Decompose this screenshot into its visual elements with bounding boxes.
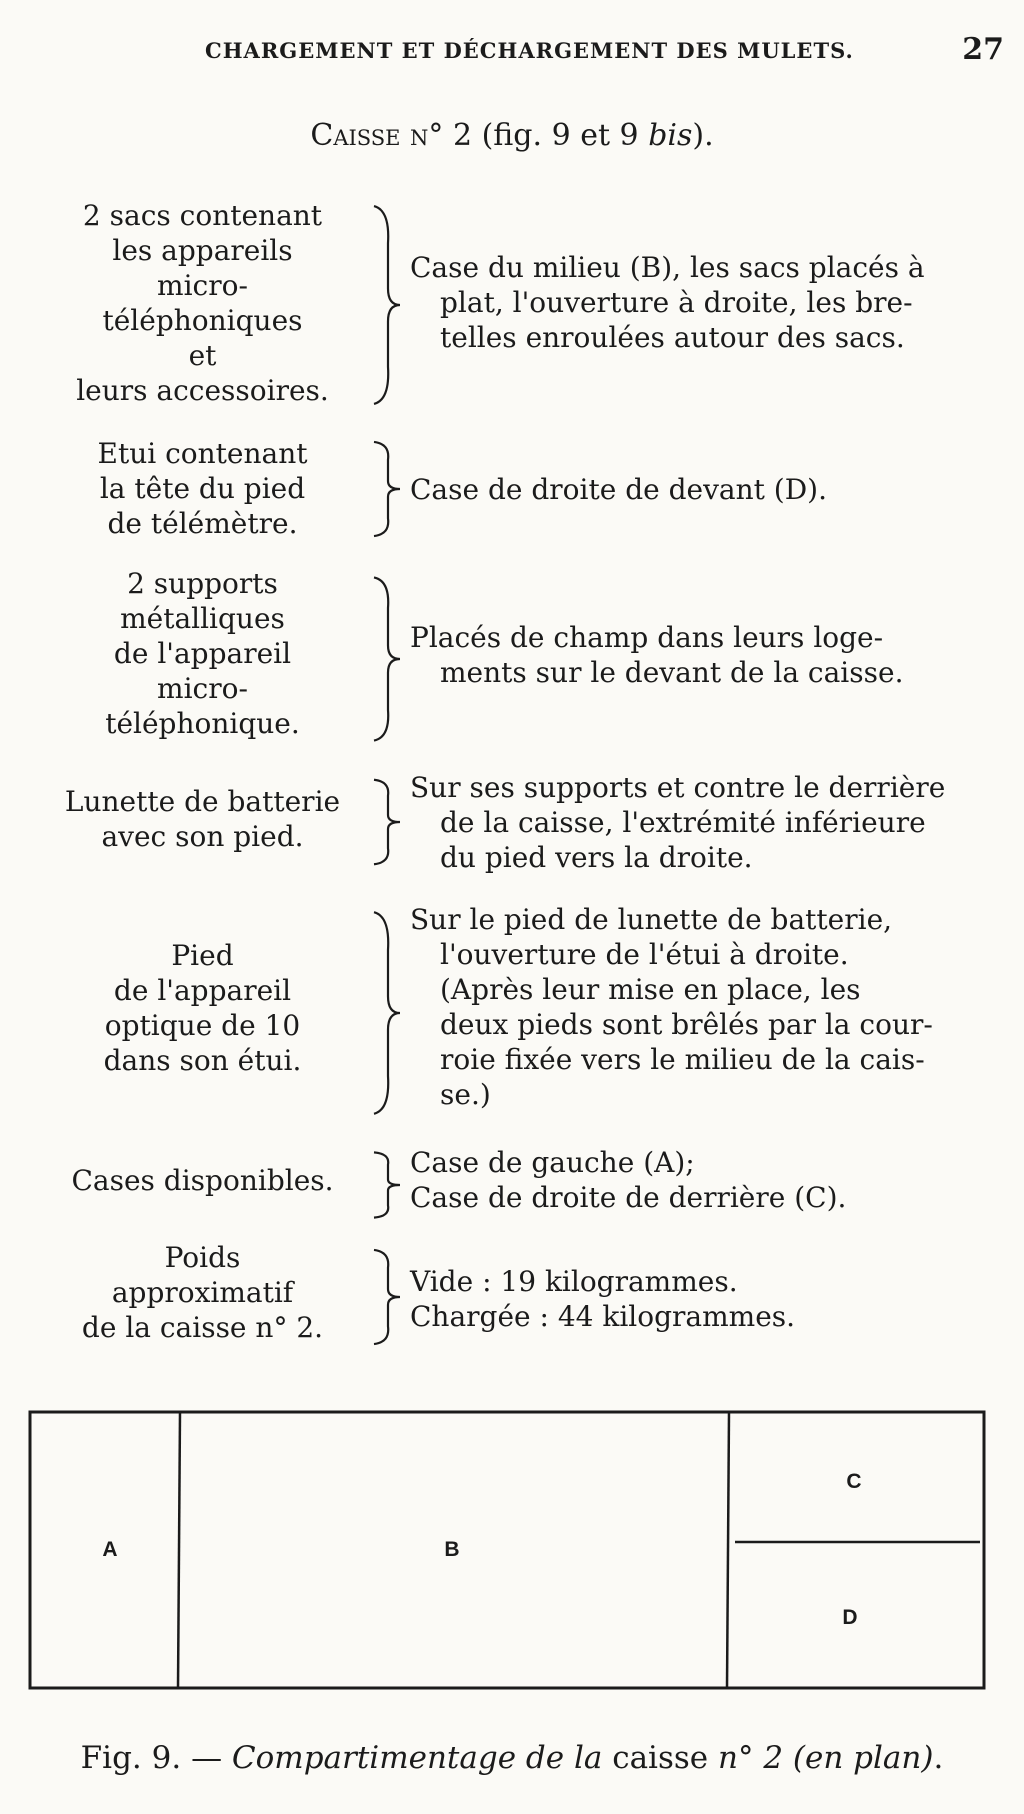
item-description-line: Placés de champ dans leurs loge- <box>410 621 884 654</box>
brace-icon <box>368 1248 404 1346</box>
item-label-line: Cases disponibles. <box>71 1164 334 1197</box>
item-description-line: Sur le pied de lunette de batterie, <box>410 903 893 936</box>
caption-middle: caisse <box>602 1740 718 1776</box>
brace-icon <box>368 202 404 408</box>
item-label-line: de télémètre. <box>107 507 298 540</box>
item-description-line: telles enroulées autour des sacs. <box>440 321 905 354</box>
item-label-line: leurs accessoires. <box>76 374 329 407</box>
item-description-line: du pied vers la droite. <box>440 841 753 874</box>
caption-italic: Compartimentage de la <box>231 1740 603 1776</box>
item-description <box>410 620 1002 690</box>
compartment-a-label: A <box>102 1538 118 1561</box>
item-row <box>0 198 1024 418</box>
item-label-line: la tête du pied <box>99 472 306 505</box>
item-label-line: micro- <box>157 672 248 705</box>
item-label-line: métalliques <box>120 602 285 635</box>
compartment-b-label: B <box>444 1538 460 1561</box>
section-ref-italic: bis <box>648 118 693 153</box>
section-title <box>0 118 1024 153</box>
item-label <box>45 1163 360 1198</box>
brace-icon <box>368 440 404 538</box>
box-outline <box>30 1412 984 1688</box>
compartment-diagram <box>28 1408 988 1693</box>
item-description-line: Vide : 19 kilogrammes. <box>410 1265 738 1298</box>
caption-italic-2: n° 2 (en plan) <box>718 1740 934 1776</box>
item-description-line: Case du milieu (B), les sacs placés à <box>410 251 925 284</box>
item-description-line: deux pieds sont brêlés par la cour- <box>440 1008 933 1041</box>
item-label <box>45 938 360 1078</box>
item-description-line: se.) <box>440 1078 491 1111</box>
item-label-line: et <box>188 339 217 372</box>
item-label-line: de l'appareil <box>113 637 292 670</box>
section-ref-open: (fig. 9 et 9 <box>481 118 649 153</box>
item-label-line: téléphonique. <box>105 707 300 740</box>
brace-icon <box>368 1151 404 1219</box>
item-description-line: Chargée : 44 kilogrammes. <box>410 1300 796 1333</box>
item-label-line: Poids <box>164 1241 241 1274</box>
brace-icon <box>368 574 404 744</box>
item-description <box>410 250 1002 355</box>
item-description <box>410 770 1002 875</box>
caption-end: . <box>933 1740 944 1776</box>
divider-b-cd <box>727 1412 729 1688</box>
item-label <box>45 198 360 408</box>
item-label-line: les appareils <box>112 234 293 267</box>
item-label-line: 2 sacs contenant <box>82 199 323 232</box>
item-label-line: 2 supports <box>127 567 278 600</box>
page-number: 27 <box>962 32 1004 67</box>
running-title: CHARGEMENT ET DÉCHARGEMENT DES MULETS. <box>205 38 854 63</box>
item-description <box>410 472 1002 507</box>
item-label-line: de l'appareil <box>113 974 292 1007</box>
item-label-line: micro- <box>157 269 248 302</box>
item-label-line: avec son pied. <box>101 820 304 853</box>
item-row <box>0 770 1024 880</box>
item-label-line: de la caisse n° 2. <box>81 1311 324 1344</box>
item-description <box>410 902 1002 1112</box>
item-row <box>0 1240 1024 1360</box>
figure-compartment-plan <box>28 1408 988 1693</box>
item-label-line: optique de 10 <box>104 1009 301 1042</box>
item-label-line: dans son étui. <box>103 1044 302 1077</box>
item-description-line: ments sur le devant de la caisse. <box>440 656 904 689</box>
brace-icon <box>368 908 404 1118</box>
item-description-line: plat, l'ouverture à droite, les bre- <box>440 286 913 319</box>
item-description-line: (Après leur mise en place, les <box>440 973 861 1006</box>
item-description-line: l'ouverture de l'étui à droite. <box>440 938 849 971</box>
item-label-line: Lunette de batterie <box>64 785 341 818</box>
item-description-line: Case de droite de devant (D). <box>410 473 827 506</box>
compartment-c-label: C <box>846 1470 862 1493</box>
running-head <box>0 32 1024 72</box>
item-label-line: Etui contenant <box>97 437 308 470</box>
item-label <box>45 566 360 741</box>
section-ref-close: ). <box>692 118 714 153</box>
item-description-line: Case de gauche (A); <box>410 1146 695 1179</box>
section-label: Caisse n° 2 <box>310 118 473 153</box>
item-row <box>0 566 1024 751</box>
item-row <box>0 1145 1024 1225</box>
item-label-line: approximatif <box>111 1276 294 1309</box>
divider-a-b <box>178 1412 180 1688</box>
item-description-line: de la caisse, l'extrémité inférieure <box>440 806 926 839</box>
compartment-d-label: D <box>842 1606 858 1629</box>
item-description-line: roie fixée vers le milieu de la cais- <box>440 1043 925 1076</box>
item-label-line: téléphoniques <box>102 304 303 337</box>
brace-icon <box>368 778 404 866</box>
item-label <box>45 784 360 854</box>
figure-caption <box>0 1740 1024 1776</box>
item-label <box>45 436 360 541</box>
item-description <box>410 1264 1002 1334</box>
item-label-line: Pied <box>171 939 234 972</box>
item-row <box>0 436 1024 546</box>
item-description-line: Case de droite de derrière (C). <box>410 1181 847 1214</box>
caption-prefix: Fig. 9. — <box>80 1740 232 1776</box>
item-description <box>410 1145 1002 1215</box>
item-row <box>0 902 1024 1127</box>
item-label <box>45 1240 360 1345</box>
item-description-line: Sur ses supports et contre le derrière <box>410 771 946 804</box>
